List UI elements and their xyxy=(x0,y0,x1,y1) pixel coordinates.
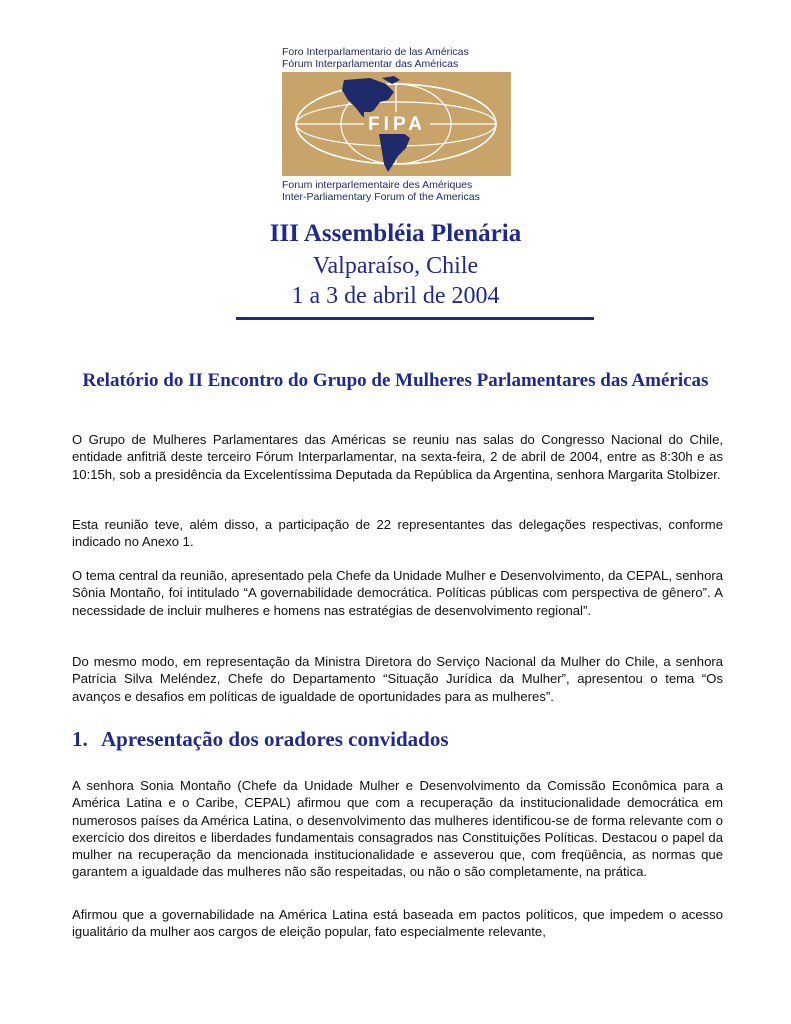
fipa-logo xyxy=(282,72,511,176)
section-number: 1. xyxy=(72,727,88,751)
logo-mark-text: FIPA xyxy=(368,114,426,135)
globe-logo-icon xyxy=(282,72,511,176)
intro-paragraph-4: Do mesmo modo, em representação da Ministra Diretora do Serviço Nacional da Mulher do Chile, a senhora Patrícia Silva Meléndez, Chefe do Departamento “Situação Jurídica da Mulher”, apresentou o tema “Os avanços e desafios em políticas de igualdade de oportunidades para as mulheres”. xyxy=(72,654,723,704)
intro-paragraph-3: O tema central da reunião, apresentado pela Chefe da Unidade Mulher e Desenvolvimento, da CEPAL, senhora Sônia Montaño, foi intitulado “A governabilidade democrática. Políticas públicas com perspectiva de gênero”. A necessidade de incluir mulheres e homens nas estratégias de desenvolvimento regional”. xyxy=(72,568,723,618)
title-divider xyxy=(236,317,594,320)
section-heading xyxy=(72,727,449,752)
report-title: Relatório do II Encontro do Grupo de Mulheres Parlamentares das Américas xyxy=(82,370,709,391)
assembly-city: Valparaíso, Chile xyxy=(312,253,479,279)
logo-line-spanish: Foro Interparlamentario de las Américas xyxy=(282,46,469,58)
logo-line-french: Forum interparlementaire des Amériques xyxy=(282,179,473,191)
intro-paragraph-1: O Grupo de Mulheres Parlamentares das Américas se reuniu nas salas do Congresso Nacional do Chile, entidade anfitriã deste terceiro Fórum Interparlamentar, na sexta-feira, 2 de abril de 2004, entre as 8:30h e as 10:15h, sob a presidência da Excelentíssima Deputada da República da Argentina, senhora Margarita Stolbizer. xyxy=(72,432,723,482)
logo-line-portuguese: Fórum Interparlamentar das Américas xyxy=(282,58,459,70)
section-title: Apresentação dos oradores convidados xyxy=(101,727,449,751)
logo-footer-text xyxy=(282,179,512,203)
assembly-title: III Assembléia Plenária xyxy=(269,220,522,247)
intro-paragraph-2: Esta reunião teve, além disso, a participação de 22 representantes das delegações respectivas, conforme indicado no Anexo 1. xyxy=(72,517,723,550)
section-paragraph-1: A senhora Sonia Montaño (Chefe da Unidade Mulher e Desenvolvimento da Comissão Econômica para a América Latina e o Caribe, CEPAL) afirmou que com a recuperação da institucionalidade democrática em numerosos países da América Latina, o desenvolvimento das mulheres identificou-se de forma relevante com o exercício dos direitos e liberdades fundamentais consagrados nas Constituições Políticas. Destacou o papel da mulher na recuperação da mencionada institucionalidade e asseverou que, com freqüência, as normas que garantem a igualdade das mulheres não são respeitadas, ou não o são completamente, na prática. xyxy=(72,778,723,880)
section-paragraph-2: Afirmou que a governabilidade na América Latina está baseada em pactos políticos, que impedem o acesso igualitário da mulher aos cargos de eleição popular, fato especialmente relevante, xyxy=(72,907,723,940)
logo-header-text xyxy=(282,46,512,70)
assembly-dates: 1 a 3 de abril de 2004 xyxy=(291,283,500,309)
logo-line-english: Inter-Parliamentary Forum of the Americas xyxy=(282,191,480,203)
